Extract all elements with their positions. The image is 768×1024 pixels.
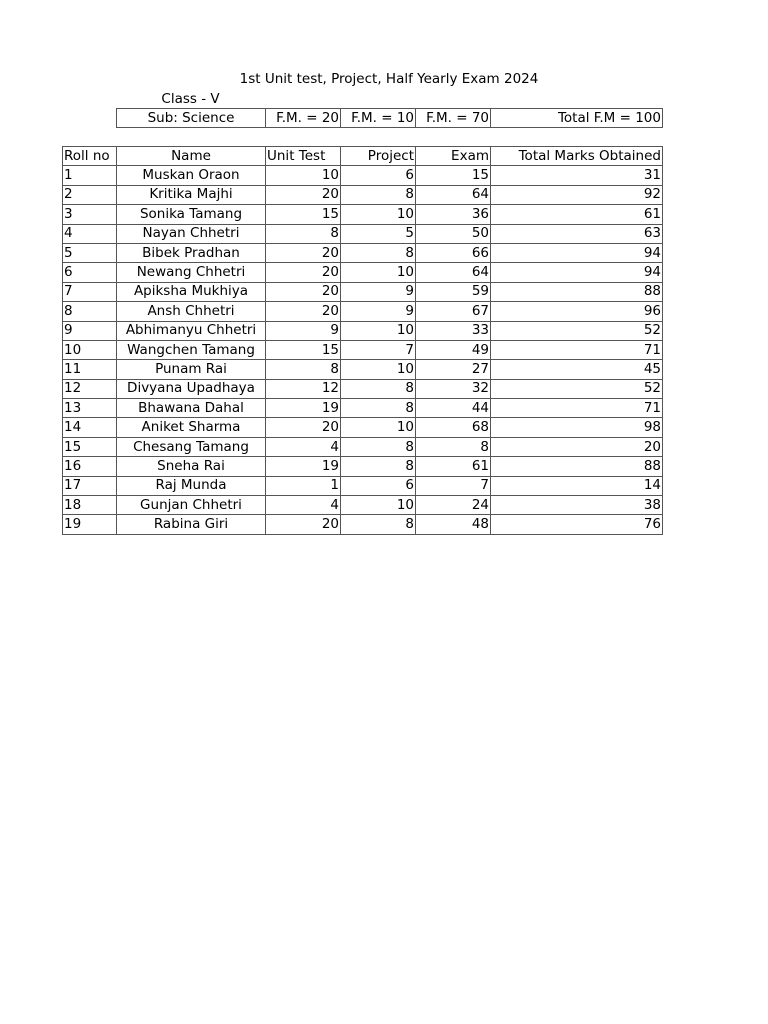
table-row [63,166,663,185]
unit-test-cell: 20 [266,302,341,321]
unit-test-cell: 20 [266,282,341,301]
total-marks-cell: 94 [491,263,663,282]
table-row [63,185,663,204]
table-row [63,302,663,321]
project-cell: 8 [341,243,416,262]
project-cell: 8 [341,399,416,418]
page-title: 1st Unit test, Project, Half Yearly Exam 2024 [239,71,539,87]
total-marks-cell: 98 [491,418,663,437]
project-cell: 6 [341,166,416,185]
roll-no-cell: 1 [63,166,117,185]
student-name-cell: Raj Munda [117,476,266,495]
roll-no-cell: 5 [63,243,117,262]
student-name-cell: Sonika Tamang [117,205,266,224]
exam-cell: 24 [416,496,491,515]
col-header-exam: Exam [416,147,491,166]
col-header-project: Project [341,147,416,166]
total-marks-cell: 88 [491,457,663,476]
student-name-cell: Rabina Giri [117,515,266,534]
roll-no-cell: 3 [63,205,117,224]
table-row [63,205,663,224]
total-marks-cell: 52 [491,321,663,340]
exam-cell: 49 [416,340,491,359]
total-marks-cell: 94 [491,243,663,262]
student-name-cell: Sneha Rai [117,457,266,476]
unit-test-cell: 15 [266,340,341,359]
student-name-cell: Chesang Tamang [117,437,266,456]
exam-cell: 68 [416,418,491,437]
exam-cell: 59 [416,282,491,301]
project-cell: 10 [341,321,416,340]
unit-test-cell: 4 [266,496,341,515]
project-cell: 10 [341,263,416,282]
exam-cell: 27 [416,360,491,379]
exam-cell: 7 [416,476,491,495]
subject-cell: Sub: Science [117,109,266,128]
total-marks-cell: 63 [491,224,663,243]
student-name-cell: Punam Rai [117,360,266,379]
marks-table-header [63,147,663,166]
unit-test-cell: 4 [266,437,341,456]
project-cell: 8 [341,379,416,398]
project-cell: 10 [341,360,416,379]
exam-cell: 32 [416,379,491,398]
fm-unit-test-cell: F.M. = 20 [266,109,341,128]
col-header-name: Name [117,147,266,166]
exam-cell: 33 [416,321,491,340]
project-cell: 8 [341,437,416,456]
table-row [63,496,663,515]
roll-no-cell: 6 [63,263,117,282]
unit-test-cell: 19 [266,399,341,418]
roll-no-cell: 12 [63,379,117,398]
exam-cell: 15 [416,166,491,185]
total-marks-cell: 31 [491,166,663,185]
col-header-roll: Roll no [63,147,117,166]
roll-no-cell: 14 [63,418,117,437]
total-marks-cell: 38 [491,496,663,515]
project-cell: 9 [341,302,416,321]
marks-table-body [63,166,663,534]
total-marks-cell: 96 [491,302,663,321]
unit-test-cell: 20 [266,418,341,437]
unit-test-cell: 8 [266,224,341,243]
exam-cell: 66 [416,243,491,262]
student-name-cell: Divyana Upadhaya [117,379,266,398]
total-fm-cell: Total F.M = 100 [491,109,663,128]
full-marks-row [117,109,663,128]
unit-test-cell: 20 [266,243,341,262]
class-label: Class - V [161,91,220,107]
roll-no-cell: 19 [63,515,117,534]
table-row [63,418,663,437]
project-cell: 8 [341,515,416,534]
roll-no-cell: 8 [63,302,117,321]
project-cell: 10 [341,418,416,437]
fm-project-cell: F.M. = 10 [341,109,416,128]
unit-test-cell: 9 [266,321,341,340]
student-name-cell: Ansh Chhetri [117,302,266,321]
col-header-total: Total Marks Obtained [491,147,663,166]
student-name-cell: Newang Chhetri [117,263,266,282]
table-row [63,340,663,359]
total-marks-cell: 52 [491,379,663,398]
full-marks-table [116,108,663,128]
marks-table [62,146,663,535]
table-row [63,243,663,262]
student-name-cell: Gunjan Chhetri [117,496,266,515]
unit-test-cell: 20 [266,515,341,534]
roll-no-cell: 10 [63,340,117,359]
project-cell: 8 [341,185,416,204]
student-name-cell: Wangchen Tamang [117,340,266,359]
unit-test-cell: 10 [266,166,341,185]
table-row [63,399,663,418]
total-marks-cell: 14 [491,476,663,495]
exam-cell: 48 [416,515,491,534]
roll-no-cell: 11 [63,360,117,379]
roll-no-cell: 2 [63,185,117,204]
student-name-cell: Abhimanyu Chhetri [117,321,266,340]
col-header-unit-test: Unit Test [266,147,341,166]
table-row [63,379,663,398]
total-marks-cell: 45 [491,360,663,379]
exam-cell: 64 [416,185,491,204]
student-name-cell: Bhawana Dahal [117,399,266,418]
student-name-cell: Bibek Pradhan [117,243,266,262]
project-cell: 10 [341,496,416,515]
project-cell: 7 [341,340,416,359]
unit-test-cell: 12 [266,379,341,398]
roll-no-cell: 16 [63,457,117,476]
student-name-cell: Kritika Majhi [117,185,266,204]
exam-cell: 50 [416,224,491,243]
total-marks-cell: 20 [491,437,663,456]
unit-test-cell: 19 [266,457,341,476]
table-row [63,360,663,379]
total-marks-cell: 88 [491,282,663,301]
total-marks-cell: 76 [491,515,663,534]
unit-test-cell: 1 [266,476,341,495]
exam-cell: 61 [416,457,491,476]
roll-no-cell: 13 [63,399,117,418]
roll-no-cell: 18 [63,496,117,515]
total-marks-cell: 71 [491,340,663,359]
student-name-cell: Aniket Sharma [117,418,266,437]
student-name-cell: Muskan Oraon [117,166,266,185]
fm-exam-cell: F.M. = 70 [416,109,491,128]
table-row [63,282,663,301]
table-row [63,457,663,476]
project-cell: 6 [341,476,416,495]
unit-test-cell: 15 [266,205,341,224]
unit-test-cell: 8 [266,360,341,379]
table-row [63,437,663,456]
total-marks-cell: 61 [491,205,663,224]
project-cell: 9 [341,282,416,301]
student-name-cell: Apiksha Mukhiya [117,282,266,301]
exam-cell: 64 [416,263,491,282]
exam-cell: 44 [416,399,491,418]
roll-no-cell: 4 [63,224,117,243]
table-row [63,263,663,282]
exam-cell: 36 [416,205,491,224]
table-row [63,476,663,495]
table-row [63,224,663,243]
unit-test-cell: 20 [266,263,341,282]
project-cell: 5 [341,224,416,243]
exam-cell: 8 [416,437,491,456]
table-row [63,515,663,534]
unit-test-cell: 20 [266,185,341,204]
project-cell: 10 [341,205,416,224]
project-cell: 8 [341,457,416,476]
exam-cell: 67 [416,302,491,321]
roll-no-cell: 15 [63,437,117,456]
roll-no-cell: 9 [63,321,117,340]
student-name-cell: Nayan Chhetri [117,224,266,243]
total-marks-cell: 92 [491,185,663,204]
table-row [63,321,663,340]
roll-no-cell: 7 [63,282,117,301]
total-marks-cell: 71 [491,399,663,418]
roll-no-cell: 17 [63,476,117,495]
